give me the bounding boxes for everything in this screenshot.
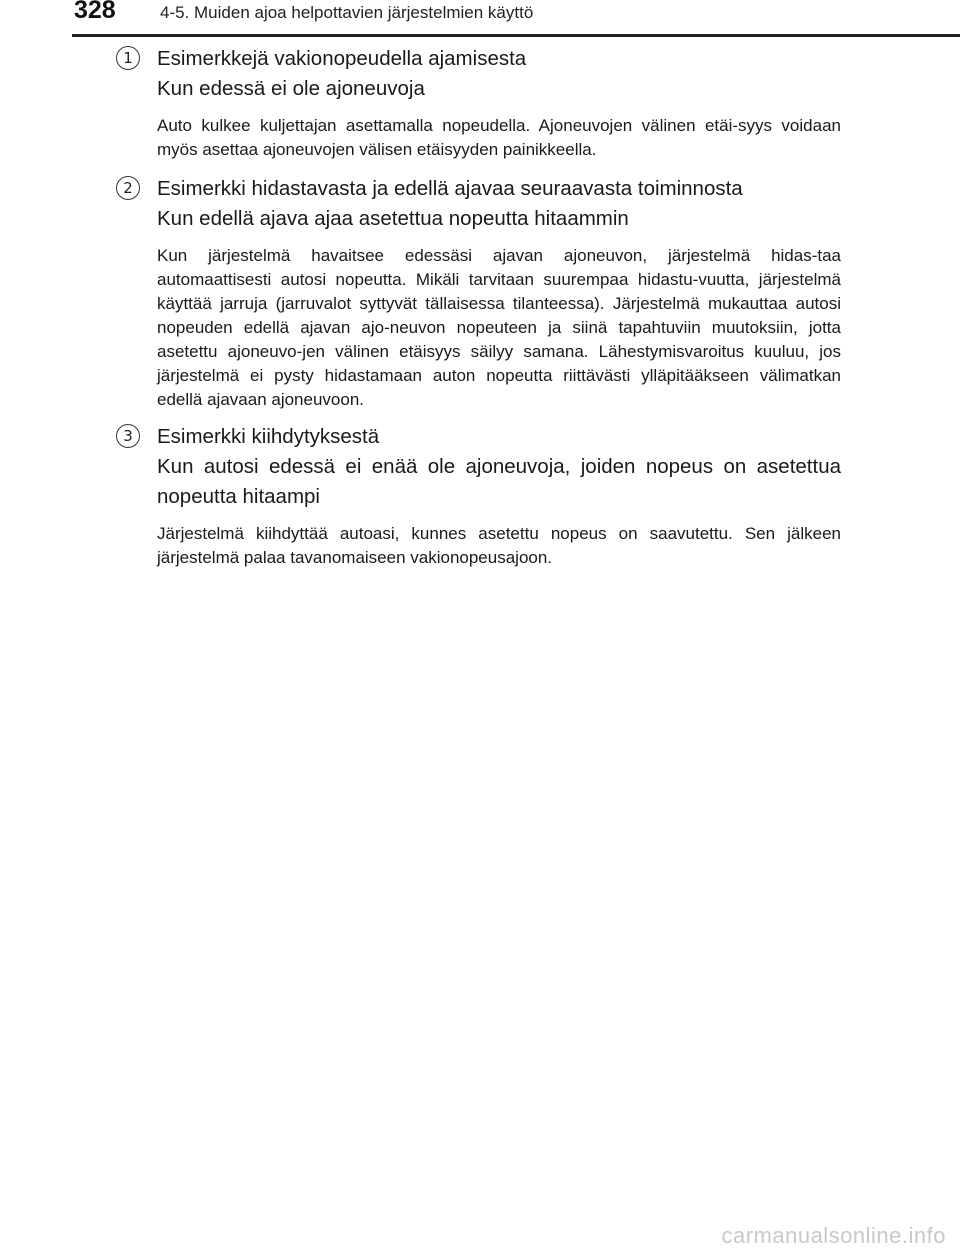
list-item-2 <box>123 174 841 412</box>
section-title: 4-5. Muiden ajoa helpottavien järjestelmien käyttö <box>160 3 534 22</box>
circled-number-2-icon: 2 <box>116 176 140 200</box>
page-number: 328 <box>74 0 116 24</box>
item-body: Järjestelmä kiihdyttää autoasi, kunnes asetettu nopeus on saavutettu. Sen jälkeen järjestelmä palaa tavanomaiseen vakionopeusajoon. <box>157 524 841 567</box>
footer-watermark: carmanualsonline.info <box>721 1223 946 1248</box>
item-heading: Esimerkki hidastavasta ja edellä ajavaa seuraavasta toiminnosta <box>157 177 743 200</box>
circled-number-3-icon: 3 <box>116 424 140 448</box>
list-item-1 <box>123 44 841 162</box>
item-heading: Esimerkkejä vakionopeudella ajamisesta <box>157 47 527 70</box>
circled-number-1-icon: 1 <box>116 46 140 70</box>
page-header <box>0 0 960 40</box>
item-body: Kun järjestelmä havaitsee edessäsi ajavan ajoneuvon, järjestelmä hidas-taa automaattisesti autosi nopeutta. Mikäli tarvitaan suurempaa hidastu-vuutta, järjestelmä käyttää jarruja (jarruvalot syttyvät tällaisessa tilanteessa). Järjestelmä mukauttaa autosi nopeuden edellä ajavan ajo-neuvon nopeuteen ja siinä tapahtuviin muutoksiin, jotta asetettu ajoneuvo-jen välinen etäisyys säilyy samana. Lähestymisvaroitus kuuluu, jos järjestelmä ei pysty hidastamaan auton nopeutta riittävästi ylläpitääkseen välimatkan edellä ajavaan ajoneuvoon. <box>157 246 841 409</box>
list-item-3 <box>123 422 841 570</box>
item-subheading: Kun edellä ajava ajaa asetettua nopeutta hitaammin <box>157 207 629 230</box>
item-subheading: Kun edessä ei ole ajoneuvoja <box>157 77 425 100</box>
item-subheading: Kun autosi edessä ei enää ole ajoneuvoja, joiden nopeus on asetettua nopeutta hitaampi <box>157 455 841 508</box>
item-heading: Esimerkki kiihdytyksestä <box>157 425 380 448</box>
item-body: Auto kulkee kuljettajan asettamalla nopeudella. Ajoneuvojen välinen etäi-syys voidaan myös asettaa ajoneuvojen välisen etäisyyden painikkeella. <box>157 116 841 159</box>
header-divider <box>72 34 960 37</box>
page-content <box>123 44 841 570</box>
